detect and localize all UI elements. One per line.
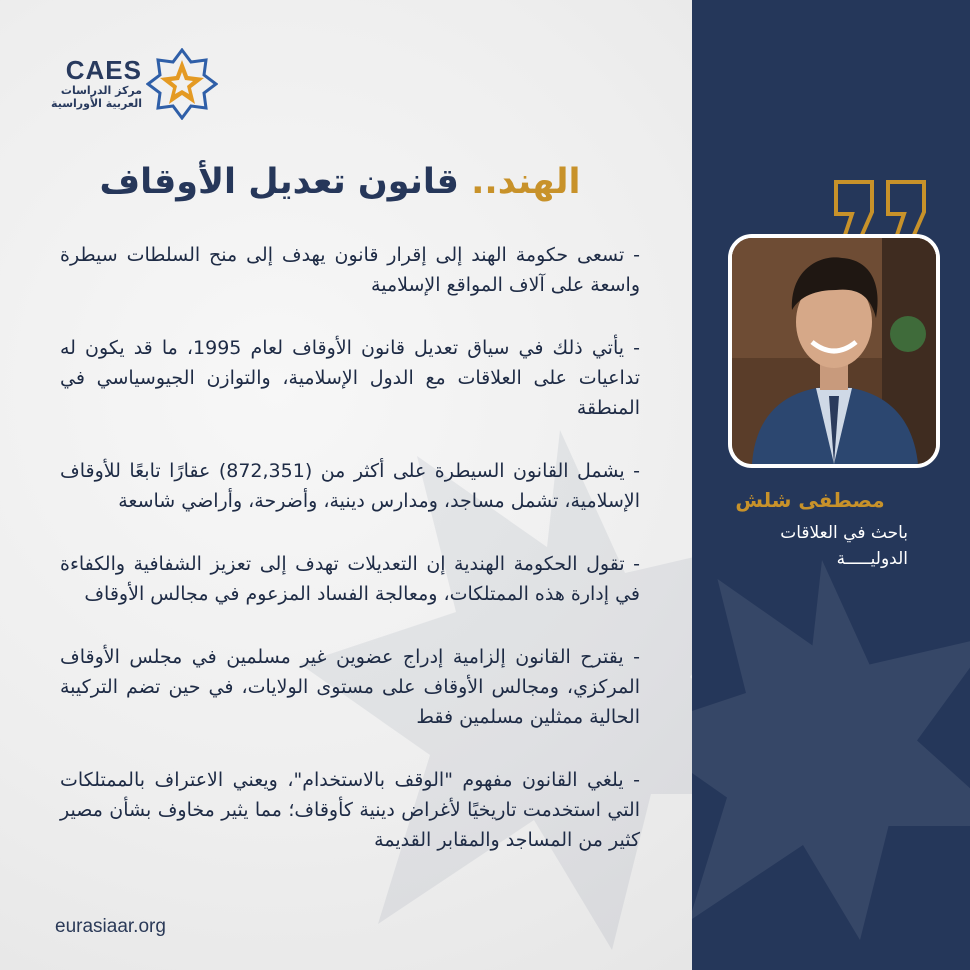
website-link[interactable]: eurasiaar.org — [55, 916, 166, 937]
point-item: - يقترح القانون إلزامية إدراج عضوين غير مسلمين في مجلس الأوقاف المركزي، ومجالس الأوقاف على مستوى الولايات، في حين تضم التركيبة الحالية ممثلين مسلمين فقط — [60, 646, 640, 728]
author-photo-illustration — [732, 238, 936, 464]
sidebar-watermark-icon — [692, 560, 970, 940]
page-title — [60, 162, 620, 202]
point-item: - يأتي ذلك في سياق تعديل قانون الأوقاف لعام 1995، ما قد يكون له تداعيات على العلاقات مع الدول الإسلامية، والتوازن الجيوسياسي في المنطقة — [60, 337, 640, 419]
title-highlight: الهند.. — [471, 162, 581, 202]
logo-abbr: CAES — [65, 55, 142, 85]
caes-star-logo-icon — [146, 48, 218, 120]
author-role-line-2: الدوليـــــة — [836, 549, 908, 569]
caes-logo — [50, 48, 220, 120]
logo-text — [50, 56, 142, 110]
author-role-line-1: باحث في العلاقات — [780, 523, 908, 543]
author-name: مصطفى شلش — [735, 488, 885, 512]
point-item: - يلغي القانون مفهوم "الوقف بالاستخدام"، ويعني الاعتراف بالممتلكات التي استخدمت تاريخيًا لأغراض دينية كأوقاف؛ مما يثير مخاوف بشأن مصير كثير من المساجد والمقابر القديمة — [60, 769, 640, 851]
author-photo — [728, 234, 940, 468]
author-role — [732, 520, 908, 572]
points-list — [60, 240, 640, 888]
point-item: - يشمل القانون السيطرة على أكثر من (872,351) عقارًا تابعًا للأوقاف الإسلامية، تشمل مساجد، ومدارس دينية، وأضرحة، وأراضي شاسعة — [60, 460, 640, 512]
point-item: - تقول الحكومة الهندية إن التعديلات تهدف إلى تعزيز الشفافية والكفاءة في إدارة هذه الممتلكات، ومعالجة الفساد المزعوم في مجالس الأوقاف — [60, 553, 640, 605]
title-rest: قانون تعديل الأوقاف — [99, 162, 459, 202]
point-item: - تسعى حكومة الهند إلى إقرار قانون يهدف إلى منح السلطات سيطرة واسعة على آلاف المواقع الإسلامية — [60, 244, 640, 296]
author-sidebar — [692, 0, 970, 970]
logo-line-1: مركز الدراسات — [60, 84, 142, 97]
logo-line-2: العربية الأوراسية — [51, 97, 142, 110]
